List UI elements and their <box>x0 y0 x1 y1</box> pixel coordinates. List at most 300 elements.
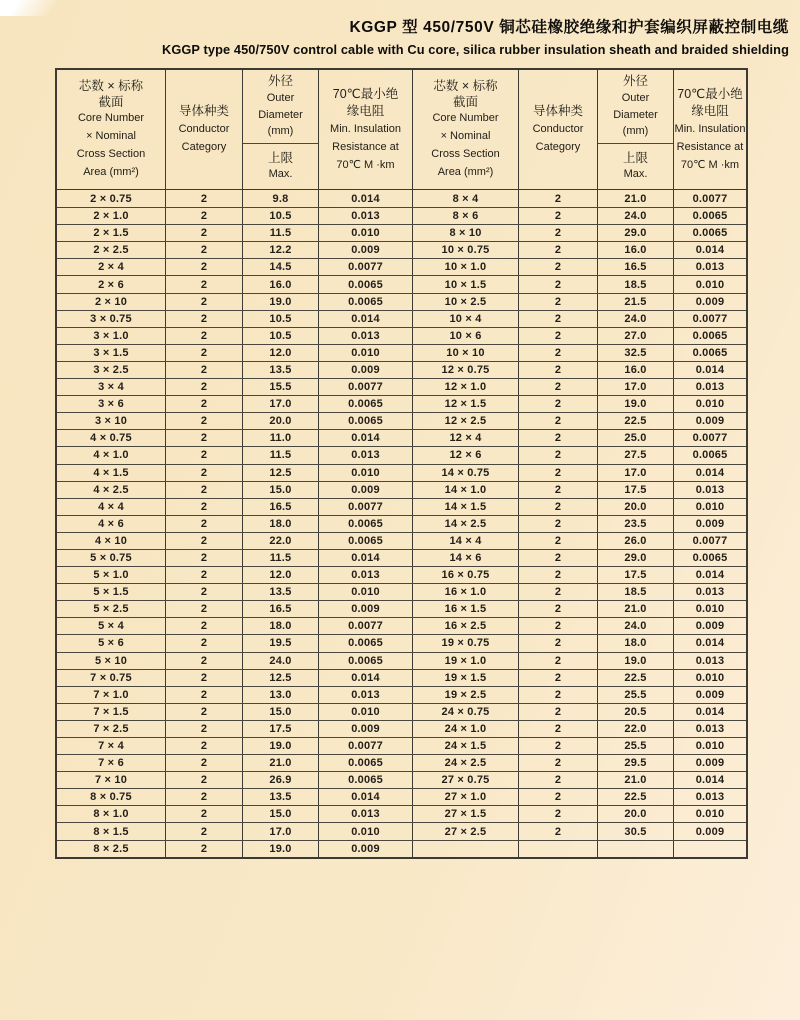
table-cell: 2 <box>165 567 242 583</box>
header-insulation-resistance <box>673 70 746 189</box>
table-cell <box>673 841 746 857</box>
table-cell: 0.0065 <box>318 635 412 651</box>
table-cell: 0.009 <box>318 721 412 737</box>
header-insulation-en1: Min. Insulation <box>674 122 746 135</box>
table-cell: 2 <box>165 601 242 617</box>
table-cell: 2 <box>518 413 597 429</box>
table-cell: 0.009 <box>673 687 746 703</box>
header-core-section-zh1: 芯数 × 标称 <box>78 79 144 93</box>
table-cell: 2 <box>165 789 242 805</box>
table-cell: 18.0 <box>242 618 318 634</box>
table-cell: 8 × 1.0 <box>93 808 129 821</box>
table-cell: 5 × 4 <box>98 620 124 633</box>
table-cell: 2 <box>165 533 242 549</box>
table-cell: 2 × 1.0 <box>93 210 129 223</box>
table-cell: 2 × 0.75 <box>90 192 132 205</box>
table-row <box>412 822 746 839</box>
table-cell: 2 <box>165 499 242 515</box>
table-cell: 4 × 1.5 <box>93 466 129 479</box>
table-cell: 2 <box>518 328 597 344</box>
table-cell: 2 <box>518 618 597 634</box>
table-cell <box>597 841 673 857</box>
table-row <box>412 446 746 463</box>
table-cell: 20.0 <box>242 413 318 429</box>
table-row <box>412 617 746 634</box>
table-header-right <box>412 70 746 190</box>
table-row <box>57 361 412 378</box>
table-cell: 22.0 <box>597 721 673 737</box>
table-cell: 0.013 <box>673 379 746 395</box>
table-cell: 2 <box>165 328 242 344</box>
header-outer-diameter-en3: (mm) <box>267 125 294 137</box>
table-cell: 4 × 0.75 <box>90 432 132 445</box>
table-cell: 0.010 <box>318 584 412 600</box>
table-cell: 3 × 6 <box>98 398 124 411</box>
table-cell: 0.010 <box>673 738 746 754</box>
table-row <box>57 583 412 600</box>
table-cell: 0.014 <box>673 465 746 481</box>
table-row <box>57 686 412 703</box>
table-cell: 27 × 2.5 <box>412 823 518 839</box>
table-cell: 26.9 <box>242 772 318 788</box>
table-cell: 2 <box>165 413 242 429</box>
header-outer-diameter-zh: 外径 <box>267 74 293 88</box>
table-row <box>57 190 412 207</box>
table-cell: 22.5 <box>597 789 673 805</box>
table-cell: 32.5 <box>597 345 673 361</box>
table-cell: 2 <box>165 465 242 481</box>
table-cell: 22.0 <box>242 533 318 549</box>
table-cell: 2 <box>518 704 597 720</box>
header-outer-diameter-en1: Outer <box>621 92 650 104</box>
table-cell: 2 <box>165 755 242 771</box>
table-cell: 2 <box>165 841 242 857</box>
table-cell: 0.014 <box>318 789 412 805</box>
header-outer-diameter-max <box>598 144 673 189</box>
table-row <box>57 327 412 344</box>
table-cell: 0.014 <box>318 670 412 686</box>
header-outer-diameter-en1: Outer <box>266 92 295 104</box>
table-cell: 2 <box>518 362 597 378</box>
table-row <box>412 207 746 224</box>
table-cell: 2 <box>165 447 242 463</box>
table-row <box>57 293 412 310</box>
table-row <box>412 583 746 600</box>
table-cell: 19.0 <box>242 738 318 754</box>
table-cell: 0.010 <box>318 345 412 361</box>
header-conductor-zh: 导体种类 <box>178 104 229 118</box>
table-cell: 0.0065 <box>318 413 412 429</box>
table-row <box>57 224 412 241</box>
table-cell: 2 <box>518 738 597 754</box>
table-cell: 2 <box>165 345 242 361</box>
table-row <box>412 686 746 703</box>
table-cell: 21.0 <box>597 190 673 207</box>
table-row <box>412 515 746 532</box>
table-cell: 11.0 <box>242 430 318 446</box>
header-conductor-category <box>518 70 597 189</box>
table-cell: 2 <box>165 430 242 446</box>
table-cell: 2 <box>165 704 242 720</box>
table-cell: 0.013 <box>673 653 746 669</box>
table-cell: 2 <box>518 721 597 737</box>
table-row <box>412 840 746 857</box>
table-cell: 0.0065 <box>318 653 412 669</box>
table-cell: 0.0065 <box>318 516 412 532</box>
header-outer-diameter-en3: (mm) <box>622 125 649 137</box>
header-core-section-en3: Cross Section <box>431 148 500 160</box>
table-cell: 0.010 <box>318 465 412 481</box>
table-cell: 0.009 <box>318 482 412 498</box>
table-cell: 0.0065 <box>318 755 412 771</box>
table-cell: 0.0065 <box>318 533 412 549</box>
table-cell: 2 <box>518 772 597 788</box>
table-cell: 0.009 <box>673 516 746 532</box>
table-cell: 0.014 <box>673 772 746 788</box>
table-cell: 0.009 <box>673 823 746 839</box>
table-row <box>412 429 746 446</box>
table-row <box>412 344 746 361</box>
table-cell: 8 × 2.5 <box>93 842 129 855</box>
table-cell: 0.014 <box>673 567 746 583</box>
table-cell: 2 <box>165 379 242 395</box>
table-cell: 2 <box>518 550 597 566</box>
table-cell: 24.0 <box>597 208 673 224</box>
table-cell: 12.5 <box>242 465 318 481</box>
header-core-section-en2: × Nominal <box>440 130 491 142</box>
header-insulation-en1: Min. Insulation <box>330 122 401 135</box>
table-cell: 0.014 <box>318 311 412 327</box>
header-conductor-en2: Category <box>535 141 581 153</box>
table-cell: 0.013 <box>318 567 412 583</box>
table-cell: 0.010 <box>673 670 746 686</box>
table-cell: 29.0 <box>597 550 673 566</box>
table-cell: 0.014 <box>673 635 746 651</box>
table-row <box>412 805 746 822</box>
table-cell: 0.010 <box>318 704 412 720</box>
table-cell: 2 <box>165 584 242 600</box>
table-row <box>57 412 412 429</box>
table-cell: 10.5 <box>242 311 318 327</box>
table-cell: 2 <box>518 567 597 583</box>
table-cell: 10 × 1.0 <box>412 259 518 275</box>
table-cell: 2 <box>518 533 597 549</box>
table-cell: 27 × 1.0 <box>412 789 518 805</box>
header-outer-diameter-en2: Diameter <box>258 108 303 121</box>
table-cell: 21.0 <box>597 601 673 617</box>
table-cell: 4 × 6 <box>98 517 124 530</box>
table-cell: 14 × 0.75 <box>412 465 518 481</box>
table-cell: 16.0 <box>597 242 673 258</box>
table-cell: 11.5 <box>242 550 318 566</box>
header-outer-diameter <box>597 70 673 189</box>
table-cell: 16 × 2.5 <box>412 618 518 634</box>
table-cell: 19 × 0.75 <box>412 635 518 651</box>
table-cell: 12 × 2.5 <box>412 413 518 429</box>
table-cell: 0.009 <box>318 362 412 378</box>
table-row <box>57 703 412 720</box>
table-cell: 12 × 1.5 <box>412 396 518 412</box>
table-cell: 0.0065 <box>318 294 412 310</box>
table-cell: 16 × 0.75 <box>412 567 518 583</box>
table-row <box>57 822 412 839</box>
table-cell: 0.014 <box>673 362 746 378</box>
header-insulation-en3: 70℃ M ·km <box>680 158 740 171</box>
header-outer-diameter <box>242 70 318 189</box>
table-cell: 17.0 <box>242 823 318 839</box>
table-cell: 14 × 2.5 <box>412 516 518 532</box>
table-cell: 0.014 <box>318 550 412 566</box>
table-cell: 2 <box>165 208 242 224</box>
table-cell: 14.5 <box>242 259 318 275</box>
table-cell: 17.5 <box>597 482 673 498</box>
table-cell: 24 × 1.5 <box>412 738 518 754</box>
table-cell: 17.0 <box>242 396 318 412</box>
header-insulation-zh1: 70℃最小绝 <box>677 86 743 101</box>
table-row <box>57 669 412 686</box>
table-cell: 0.009 <box>673 294 746 310</box>
table-row <box>57 771 412 788</box>
table-row <box>57 378 412 395</box>
table-cell: 14 × 1.0 <box>412 482 518 498</box>
table-row <box>57 464 412 481</box>
table-cell: 16.0 <box>242 276 318 292</box>
table-cell: 2 <box>518 225 597 241</box>
table-cell: 30.5 <box>597 823 673 839</box>
header-insulation-en2: Resistance at <box>676 140 744 153</box>
header-conductor-en2: Category <box>181 141 227 153</box>
table-cell: 13.5 <box>242 584 318 600</box>
table-cell: 2 <box>518 294 597 310</box>
table-cell: 19.0 <box>242 841 318 857</box>
table-cell: 2 <box>165 242 242 258</box>
table-row <box>412 327 746 344</box>
header-core-section-en1: Core Number <box>77 112 145 124</box>
table-cell: 22.5 <box>597 413 673 429</box>
table-cell: 2 <box>165 806 242 822</box>
table-cell: 11.5 <box>242 447 318 463</box>
table-cell: 0.013 <box>318 447 412 463</box>
table-cell: 2 <box>518 516 597 532</box>
table-cell: 11.5 <box>242 225 318 241</box>
table-cell: 2 <box>165 670 242 686</box>
table-cell: 2 <box>518 276 597 292</box>
table-cell: 0.0065 <box>673 447 746 463</box>
table-cell: 2 <box>165 653 242 669</box>
table-cell: 0.014 <box>318 430 412 446</box>
table-row <box>57 207 412 224</box>
table-cell: 0.009 <box>673 755 746 771</box>
table-row <box>412 771 746 788</box>
table-cell: 19 × 1.5 <box>412 670 518 686</box>
header-outer-diameter-zh: 外径 <box>622 74 648 88</box>
table-cell: 24 × 2.5 <box>412 755 518 771</box>
table-cell: 0.013 <box>673 789 746 805</box>
table-cell: 2 <box>518 635 597 651</box>
table-cell: 19.0 <box>597 396 673 412</box>
header-insulation-zh2: 缘电阻 <box>346 103 385 118</box>
table-cell: 0.0077 <box>318 618 412 634</box>
table-cell: 27.5 <box>597 447 673 463</box>
table-cell: 8 × 0.75 <box>90 791 132 804</box>
table-cell: 16 × 1.0 <box>412 584 518 600</box>
table-row <box>57 788 412 805</box>
header-outer-diameter-top <box>243 70 318 144</box>
table-cell: 0.0077 <box>673 311 746 327</box>
table-cell: 10 × 1.5 <box>412 276 518 292</box>
table-header-left <box>57 70 412 190</box>
table-cell: 0.013 <box>673 584 746 600</box>
table-row <box>57 275 412 292</box>
table-row <box>57 481 412 498</box>
header-insulation-zh2: 缘电阻 <box>691 103 729 118</box>
table-cell: 25.0 <box>597 430 673 446</box>
table-cell: 2 <box>518 208 597 224</box>
table-row <box>57 344 412 361</box>
table-cell: 2 <box>165 618 242 634</box>
table-cell: 2 <box>518 755 597 771</box>
table-cell: 0.0077 <box>673 533 746 549</box>
table-cell: 5 × 6 <box>98 637 124 650</box>
table-cell: 0.009 <box>318 601 412 617</box>
table-cell: 2 <box>165 738 242 754</box>
table-cell: 2 <box>165 482 242 498</box>
scan-corner-artifact <box>0 0 64 16</box>
table-cell: 2 <box>518 379 597 395</box>
table-row <box>412 532 746 549</box>
table-cell: 10 × 4 <box>412 311 518 327</box>
header-outer-diameter-max <box>243 144 318 189</box>
table-right-half <box>412 70 746 857</box>
table-cell: 2 <box>518 584 597 600</box>
table-cell: 0.014 <box>318 190 412 207</box>
table-cell: 13.5 <box>242 789 318 805</box>
table-cell: 12 × 6 <box>412 447 518 463</box>
table-cell: 12.2 <box>242 242 318 258</box>
header-conductor-category <box>165 70 242 189</box>
page-title-en: KGGP type 450/750V control cable with Cu core, silica rubber insulation sheath and braided shielding <box>161 42 789 57</box>
table-row <box>57 566 412 583</box>
table-cell: 21.0 <box>597 772 673 788</box>
table-cell <box>412 841 518 857</box>
table-row <box>57 737 412 754</box>
header-core-section-en2: × Nominal <box>86 130 136 142</box>
table-row <box>57 634 412 651</box>
table-cell: 0.010 <box>318 823 412 839</box>
table-row <box>57 617 412 634</box>
table-cell: 4 × 2.5 <box>93 483 129 496</box>
table-cell: 18.0 <box>242 516 318 532</box>
table-cell: 15.0 <box>242 704 318 720</box>
table-cell: 2 <box>518 482 597 498</box>
table-cell: 15.0 <box>242 482 318 498</box>
table-cell: 3 × 1.5 <box>93 346 129 359</box>
table-row <box>57 446 412 463</box>
header-max-zh: 上限 <box>622 150 648 165</box>
table-cell: 18.5 <box>597 276 673 292</box>
table-cell: 3 × 4 <box>98 381 124 394</box>
table-cell: 0.010 <box>673 806 746 822</box>
table-cell: 8 × 1.5 <box>93 825 129 838</box>
table-cell: 0.0077 <box>673 190 746 207</box>
header-core-section-zh1: 芯数 × 标称 <box>433 79 498 93</box>
table-cell: 3 × 10 <box>94 415 128 428</box>
table-cell: 17.5 <box>242 721 318 737</box>
table-cell: 0.0065 <box>318 396 412 412</box>
table-cell: 7 × 4 <box>98 740 124 753</box>
table-cell: 7 × 1.0 <box>93 688 129 701</box>
table-cell: 0.013 <box>318 328 412 344</box>
table-cell: 10 × 2.5 <box>412 294 518 310</box>
table-cell: 12.5 <box>242 670 318 686</box>
table-cell: 0.013 <box>318 806 412 822</box>
table-cell: 2 <box>165 635 242 651</box>
table-cell: 2 <box>518 823 597 839</box>
table-cell: 0.009 <box>673 618 746 634</box>
header-outer-diameter-en2: Diameter <box>613 108 658 121</box>
table-cell: 17.0 <box>597 379 673 395</box>
table-cell: 0.0065 <box>673 225 746 241</box>
table-cell: 5 × 1.5 <box>93 586 129 599</box>
table-row <box>412 412 746 429</box>
table-cell: 29.5 <box>597 755 673 771</box>
table-cell: 17.5 <box>597 567 673 583</box>
table-cell: 24 × 1.0 <box>412 721 518 737</box>
table-cell: 14 × 4 <box>412 533 518 549</box>
table-cell: 0.009 <box>318 242 412 258</box>
table-cell: 0.0077 <box>318 259 412 275</box>
table-row <box>412 737 746 754</box>
table-cell: 2 <box>165 259 242 275</box>
table-cell: 3 × 0.75 <box>90 312 132 325</box>
table-cell: 2 <box>518 499 597 515</box>
table-cell: 2 <box>165 550 242 566</box>
table-cell: 16.5 <box>242 601 318 617</box>
table-row <box>57 549 412 566</box>
table-cell: 24.0 <box>597 618 673 634</box>
table-cell: 16.5 <box>242 499 318 515</box>
table-row <box>412 669 746 686</box>
header-insulation-en3: 70℃ M ·km <box>336 158 395 171</box>
table-cell: 2 <box>518 687 597 703</box>
header-outer-diameter-top <box>598 70 673 144</box>
table-cell: 0.010 <box>673 499 746 515</box>
table-cell: 0.009 <box>318 841 412 857</box>
table-cell: 4 × 10 <box>94 534 128 547</box>
table-cell: 10 × 0.75 <box>412 242 518 258</box>
table-cell: 5 × 2.5 <box>93 603 129 616</box>
table-cell: 15.5 <box>242 379 318 395</box>
table-cell: 0.0077 <box>318 499 412 515</box>
table-cell: 2 <box>518 259 597 275</box>
page-title-zh: KGGP 型 450/750V 铜芯硅橡胶绝缘和护套编织屏蔽控制电缆 <box>349 19 789 36</box>
header-insulation-zh1: 70℃最小绝 <box>332 86 399 101</box>
table-cell: 2 × 10 <box>94 295 128 308</box>
table-cell: 18.0 <box>597 635 673 651</box>
table-cell: 19.0 <box>242 294 318 310</box>
table-cell: 2 <box>165 823 242 839</box>
table-row <box>412 703 746 720</box>
header-conductor-en1: Conductor <box>532 123 584 135</box>
header-max-zh: 上限 <box>267 150 293 165</box>
table-cell: 12 × 1.0 <box>412 379 518 395</box>
table-cell: 2 <box>165 721 242 737</box>
header-core-section-en1: Core Number <box>432 112 499 124</box>
table-cell: 2 <box>165 294 242 310</box>
table-row <box>57 515 412 532</box>
table-cell: 12.0 <box>242 345 318 361</box>
table-cell: 19 × 1.0 <box>412 653 518 669</box>
